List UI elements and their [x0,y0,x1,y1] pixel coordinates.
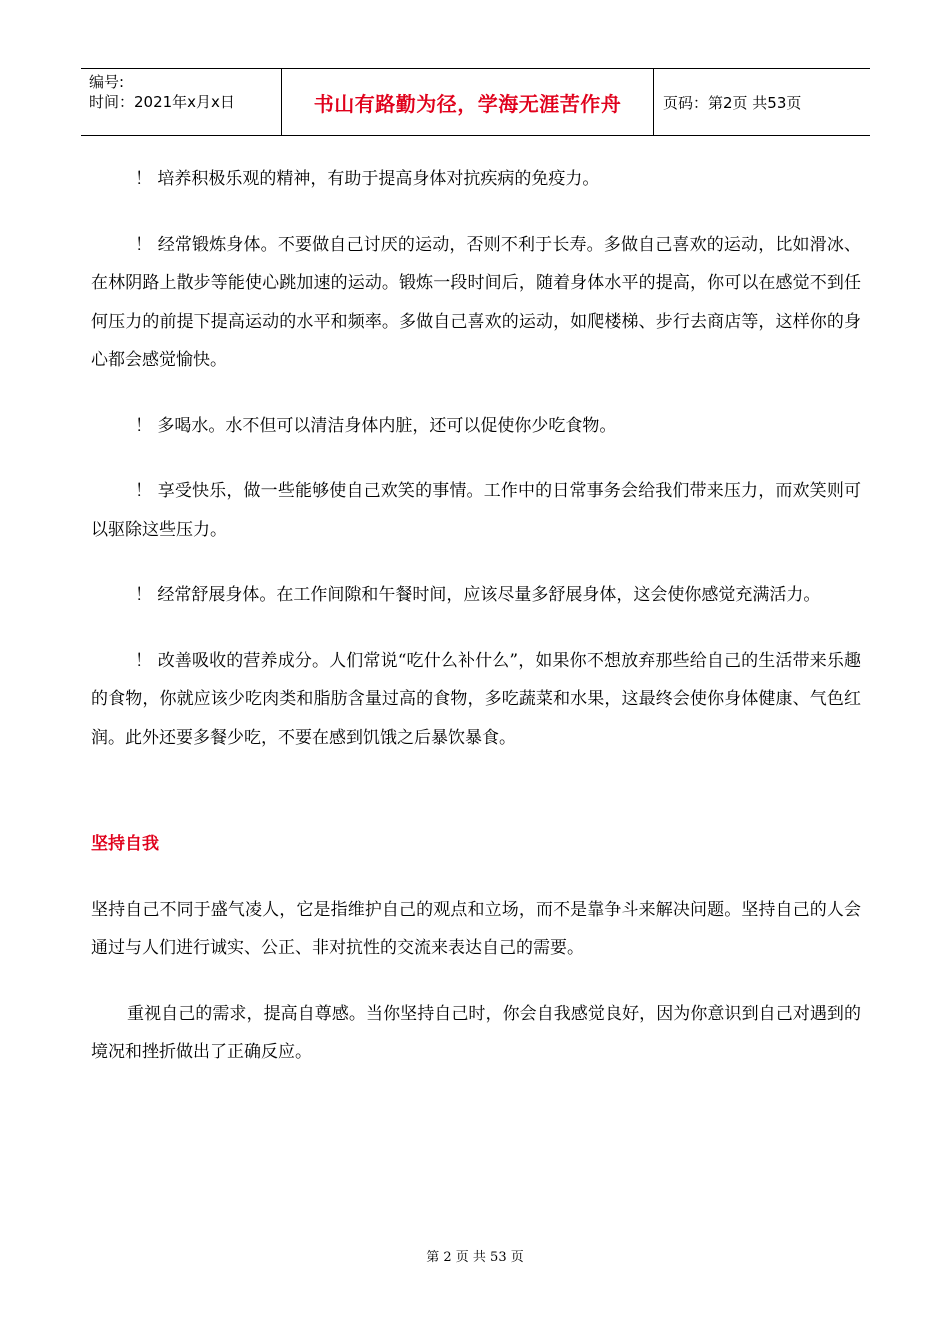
tip-exercise: ！ 经常锻炼身体。不要做自己讨厌的运动，否则不利于长寿。多做自己喜欢的运动，比如滑冰、在林阴路上散步等能使心跳加速的运动。锻炼一段时间后，随着身体水平的提高，你可以在感觉不到任何压力的前提下提高运动的水平和频率。多做自己喜欢的运动，如爬楼梯、步行去商店等，这样你的身心都会感觉愉快。 [91,234,861,370]
tip-stretch: ！ 经常舒展身体。在工作间隙和午餐时间，应该尽量多舒展身体，这会使你感觉充满活力。 [135,585,821,605]
header-page-info: 页码：第2页 共53页 [663,93,802,112]
header-meta [81,69,282,135]
page-header [81,68,870,136]
header-motto: 书山有路勤为径，学海无涯苦作舟 [282,69,654,135]
document-body [91,160,861,1072]
tip-water: ！ 多喝水。水不但可以清洁身体内脏，还可以促使你少吃食物。 [135,415,617,436]
document-number-label: 编号: [89,73,125,91]
page-footer: 第 2 页 共 53 页 [426,1250,524,1265]
section-paragraph-2: 重视自己的需求，提高自尊感。当你坚持自己时，你会自我感觉良好，因为你意识到自己对遇到的境况和挫折做出了正确反应。 [91,1003,861,1062]
tip-nutrition: ！ 改善吸收的营养成分。人们常说“吃什么补什么”，如果你不想放弃那些给自己的生活带来乐趣的食物，你就应该少吃肉类和脂肪含量过高的食物，多吃蔬菜和水果，这最终会使你身体健康、气色红润。此外还要多餐少吃，不要在感到饥饿之后暴饮暴食。 [91,650,861,748]
section-paragraph-1: 坚持自己不同于盛气凌人，它是指维护自己的观点和立场，而不是靠争斗来解决问题。坚持自己的人会通过与人们进行诚实、公正、非对抗性的交流来表达自己的需要。 [91,899,861,958]
section-heading: 坚持自我 [91,834,159,854]
tip-laughter: ！ 享受快乐，做一些能够使自己欢笑的事情。工作中的日常事务会给我们带来压力，而欢笑则可以驱除这些压力。 [91,481,861,540]
tip-optimism: ！ 培养积极乐观的精神，有助于提高身体对抗疾病的免疫力。 [135,169,600,189]
document-date: 时间：2021年x月x日 [89,93,235,111]
